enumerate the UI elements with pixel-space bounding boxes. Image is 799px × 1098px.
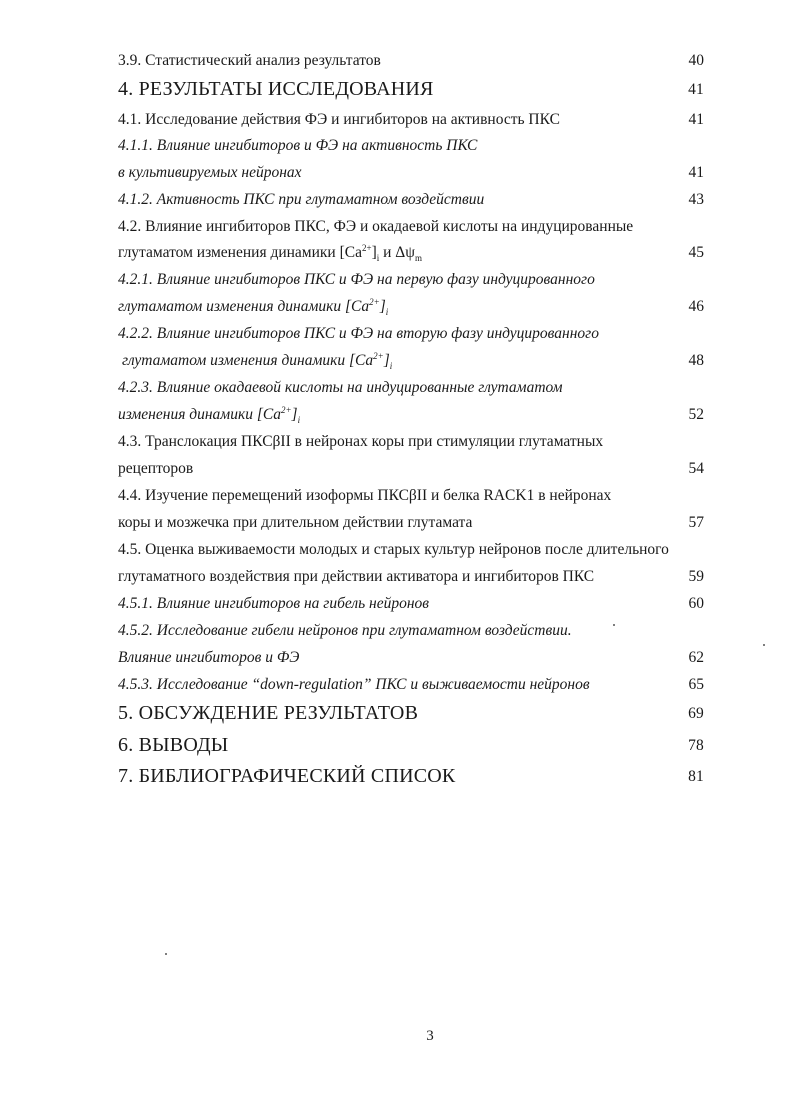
toc-entry-page: 65 (688, 676, 704, 693)
toc-entry-title: 7. БИБЛИОГРАФИЧЕСКИЙ СПИСОК (118, 765, 456, 787)
toc-entry-title: 4.2.2. Влияние ингибиторов ПКС и ФЭ на вторую фазу индуцированного (118, 325, 599, 342)
toc-entry-page: 46 (688, 298, 704, 315)
toc-entry-page: 54 (688, 460, 704, 477)
scan-speck (165, 953, 167, 955)
toc-entry-title: глутаматом изменения динамики $[Ca^{2+}]_i$ (122, 350, 393, 372)
toc-entry-title: 4.2.3. Влияние окадаевой кислоты на индуцированные глутаматом (118, 379, 563, 396)
page-number: 3 (426, 1028, 434, 1044)
toc-entry-title: 6. ВЫВОДЫ (118, 734, 229, 756)
toc-entry-page: 41 (688, 164, 704, 181)
toc-entry-title: глутаматного воздействия при действии активатора и ингибиторов ПКС (118, 568, 595, 585)
toc-entry-title: 4.1.2. Активность ПКС при глутаматном воздействии (118, 191, 485, 208)
toc-entry-title: глутаматом изменения динамики $[Ca^{2+}]_i$ и $\Delta\psi_m$ (118, 242, 422, 264)
toc-entry-page: 62 (688, 649, 704, 666)
toc-entry-page: 78 (688, 737, 704, 754)
toc-entry-page: 41 (688, 111, 704, 128)
toc-entry-title: 4.2. Влияние ингибиторов ПКС, ФЭ и окадаевой кислоты на индуцированные (118, 218, 634, 235)
toc-entry-page: 40 (688, 52, 704, 69)
toc-entry-title: 4.3. Транслокация ПКСβII в нейронах коры при стимуляции глутаматных (118, 433, 604, 450)
scan-speck (613, 624, 615, 626)
toc-entry-title: 4.1.1. Влияние ингибиторов и ФЭ на активность ПКС (118, 137, 478, 154)
toc-entry-page: 45 (688, 244, 704, 261)
toc-entry-title: 4. РЕЗУЛЬТАТЫ ИССЛЕДОВАНИЯ (118, 78, 434, 100)
toc-entry-title: 4.5. Оценка выживаемости молодых и старых культур нейронов после длительного (118, 541, 669, 558)
toc-entry-page: 60 (688, 595, 704, 612)
toc-entry-title: 4.5.1. Влияние ингибиторов на гибель нейронов (118, 595, 430, 612)
toc-entry-title: 4.1. Исследование действия ФЭ и ингибиторов на активность ПКС (118, 111, 560, 128)
toc-entry-title: Влияние ингибиторов и ФЭ (118, 649, 300, 666)
toc-entry-page: 69 (688, 705, 704, 722)
toc-entry-title: 5. ОБСУЖДЕНИЕ РЕЗУЛЬТАТОВ (118, 702, 419, 724)
toc-entry-title: 3.9. Статистический анализ результатов (118, 52, 381, 69)
toc-entry-title: изменения динамики $[Ca^{2+}]_i$ (118, 404, 301, 426)
toc-entry-title: рецепторов (118, 460, 194, 477)
toc-entry-page: 48 (688, 352, 704, 369)
toc-entry-page: 52 (688, 406, 704, 423)
toc-entry-title: 4.2.1. Влияние ингибиторов ПКС и ФЭ на первую фазу индуцированного (118, 271, 595, 288)
toc-entry-title: 4.4. Изучение перемещений изоформы ПКСβII и белка RACK1 в нейронах (118, 487, 612, 504)
toc-entry-page: 57 (688, 514, 704, 531)
toc-entry-page: 43 (688, 191, 704, 208)
scan-speck (763, 644, 765, 646)
toc-entry-page: 41 (688, 81, 704, 98)
toc-entry-title: в культивируемых нейронах (118, 164, 302, 181)
toc-entry-title: 4.5.2. Исследование гибели нейронов при глутаматном воздействии. (118, 622, 572, 639)
toc-entry-title: глутаматом изменения динамики $[Ca^{2+}]_i$ (118, 296, 389, 318)
toc-entry-page: 59 (688, 568, 704, 585)
toc-entry-title: коры и мозжечка при длительном действии глутамата (118, 514, 473, 531)
toc-entry-page: 81 (688, 768, 704, 785)
toc-entry-title: 4.5.3. Исследование “down-regulation” ПКС и выживаемости нейронов (118, 676, 590, 693)
